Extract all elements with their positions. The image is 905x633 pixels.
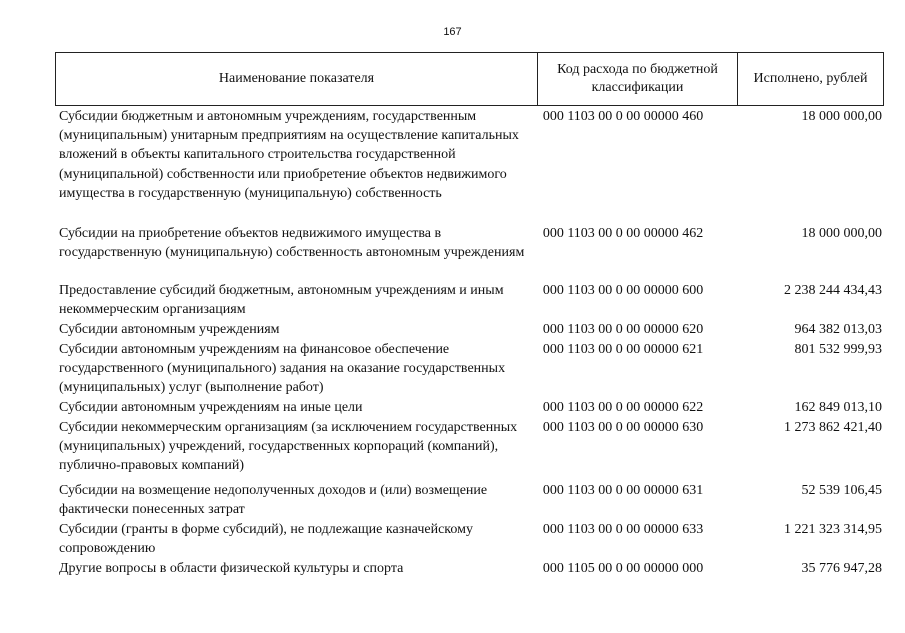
table-row (59, 520, 884, 559)
table-row (59, 107, 884, 224)
row-value: 35 776 947,28 (801, 561, 882, 576)
row-code: 000 1103 00 0 00 00000 630 (542, 420, 704, 435)
page-number: 167 (443, 26, 462, 38)
table-row (59, 418, 884, 481)
table-row (59, 398, 884, 418)
table-row (59, 224, 884, 281)
table-row (59, 559, 884, 579)
row-value: 18 000 000,00 (801, 226, 882, 241)
row-name: Предоставление субсидий бюджетным, автономным учреждениям и иным некоммерческим организациям (59, 283, 504, 318)
table-row (59, 320, 884, 340)
row-code: 000 1103 00 0 00 00000 600 (542, 283, 704, 298)
row-value: 1 221 323 314,95 (784, 522, 882, 537)
header-budget-code: Код расхода по бюджетной классификации (538, 53, 738, 105)
row-code: 000 1103 00 0 00 00000 460 (542, 109, 704, 124)
row-code: 000 1103 00 0 00 00000 633 (542, 522, 704, 537)
row-name: Субсидии на возмещение недополученных доходов и (или) возмещение фактически понесенных затрат (59, 483, 488, 518)
table-row (59, 340, 884, 398)
row-code: 000 1105 00 0 00 00000 000 (542, 561, 704, 576)
header-executed-amount: Исполнено, рублей (753, 71, 868, 86)
table-row (59, 481, 884, 520)
row-code: 000 1103 00 0 00 00000 621 (542, 342, 704, 357)
row-name: Субсидии автономным учреждениям на иные цели (59, 400, 363, 415)
row-value: 162 849 013,10 (794, 400, 882, 415)
row-name: Субсидии бюджетным и автономным учреждениям, государственным (муниципальным) унитарным предприятиям на осуществление капитальных вложений в объекты капитального строительства государственной (муниципальной) собственности или приобретение объектов недвижимого имущества в государственную (муниципальную) собственность (59, 109, 519, 201)
row-name: Субсидии автономным учреждениям (59, 322, 280, 337)
row-name: Субсидии (гранты в форме субсидий), не подлежащие казначейскому сопровождению (59, 522, 473, 557)
row-name: Субсидии автономным учреждениям на финансовое обеспечение государственного (муниципального) задания на оказание государственных (муниципальных) услуг (выполнение работ) (59, 342, 506, 396)
header-indicator-name: Наименование показателя (56, 53, 538, 105)
row-name: Другие вопросы в области физической культуры и спорта (59, 561, 404, 576)
row-code: 000 1103 00 0 00 00000 622 (542, 400, 704, 415)
row-value: 1 273 862 421,40 (784, 420, 882, 435)
table-header (55, 52, 884, 106)
row-value: 964 382 013,03 (794, 322, 882, 337)
row-code: 000 1103 00 0 00 00000 631 (542, 483, 704, 498)
row-name: Субсидии некоммерческим организациям (за исключением государственных (муниципальных) учреждений, государственных корпораций (компаний), публично-правовых компаний) (59, 420, 518, 474)
row-value: 52 539 106,45 (801, 483, 882, 498)
row-code: 000 1103 00 0 00 00000 620 (542, 322, 704, 337)
row-value: 801 532 999,93 (794, 342, 882, 357)
table-row (59, 281, 884, 320)
row-value: 18 000 000,00 (801, 109, 882, 124)
row-code: 000 1103 00 0 00 00000 462 (542, 226, 704, 241)
row-name: Субсидии на приобретение объектов недвижимого имущества в государственную (муниципальную) собственность автономным учреждениям (59, 226, 525, 261)
row-value: 2 238 244 434,43 (784, 283, 882, 298)
table-body (59, 107, 884, 579)
